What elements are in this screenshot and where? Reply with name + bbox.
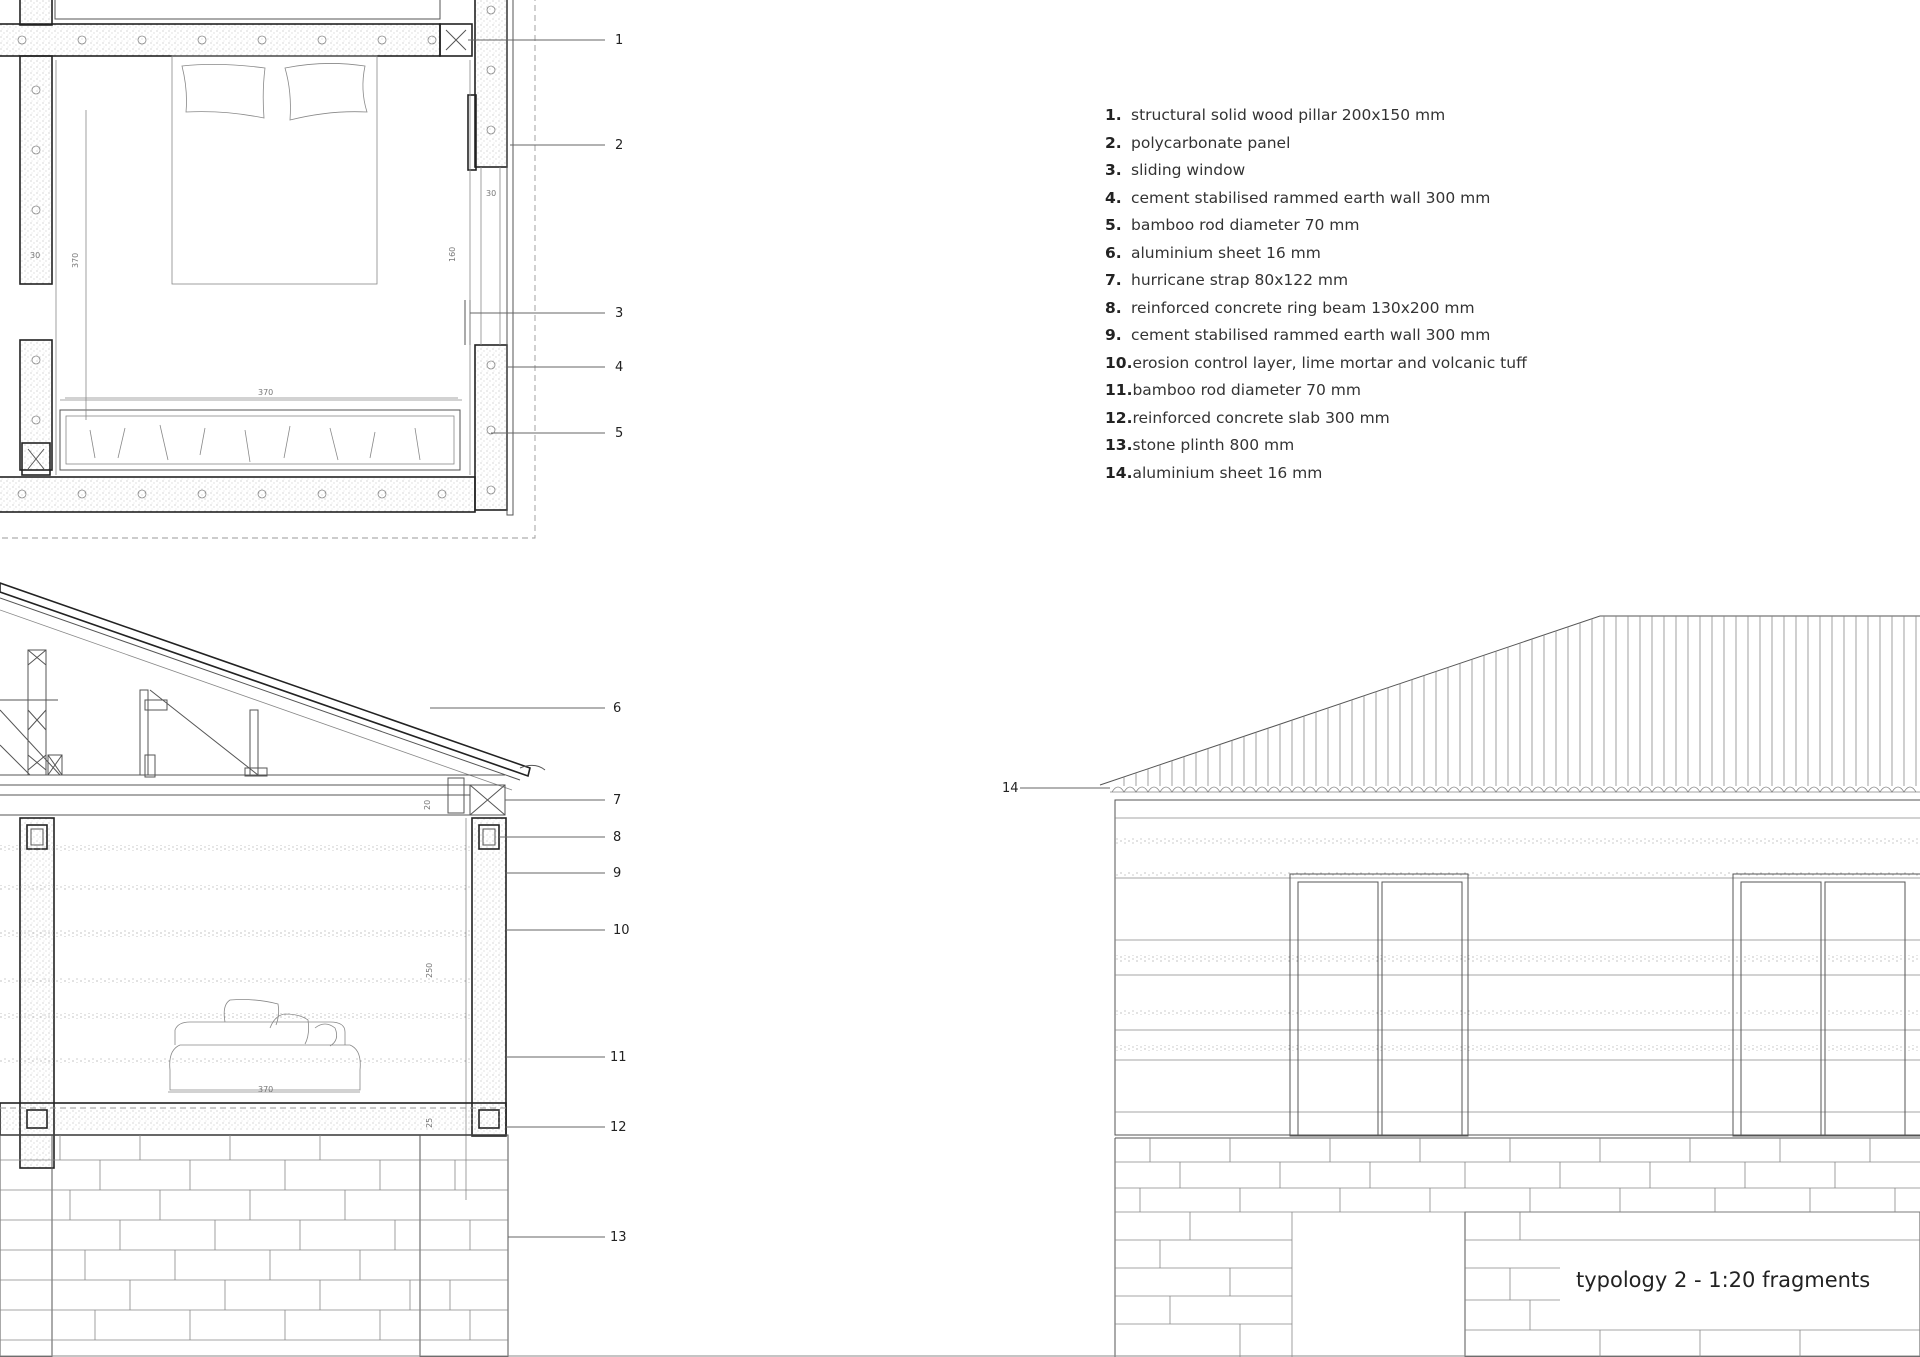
- legend-item: [1105, 464, 1625, 492]
- legend-text: aluminium sheet 16 mm: [1132, 463, 1323, 482]
- plan-top-wall: [0, 24, 440, 56]
- legend-text: bamboo rod diameter 70 mm: [1131, 216, 1360, 234]
- legend-text: bamboo rod diameter 70 mm: [1132, 381, 1361, 399]
- section-dim-beam: 20: [423, 799, 432, 810]
- legend-text: sliding window: [1131, 161, 1246, 179]
- legend-number: 9.: [1105, 326, 1122, 344]
- legend-item: [1105, 106, 1625, 134]
- plan-right-wall-lower: [475, 345, 507, 510]
- section-stone-courses: [0, 1135, 508, 1340]
- legend-item: [1105, 436, 1625, 464]
- legend-item: [1105, 299, 1625, 327]
- floor-plan: [0, 0, 535, 538]
- legend-item: [1105, 161, 1625, 189]
- legend-item: [1105, 134, 1625, 162]
- legend-item: [1105, 271, 1625, 299]
- callout-3: 3: [615, 306, 624, 321]
- legend-item: [1105, 381, 1625, 409]
- callout-12: 12: [610, 1120, 627, 1135]
- legend-item: [1105, 244, 1625, 272]
- legend-number: 12.: [1105, 408, 1133, 427]
- plan-top-wall-upper: [55, 0, 440, 19]
- legend-text: polycarbonate panel: [1131, 133, 1291, 152]
- legend-number: 10.: [1105, 353, 1133, 372]
- plan-dim-height: 370: [71, 252, 80, 268]
- legend-number: 3.: [1105, 161, 1122, 179]
- legend-text: structural solid wood pillar 200x150 mm: [1131, 106, 1446, 124]
- legend-number: 5.: [1105, 216, 1122, 234]
- plan-dim-width: 370: [258, 388, 274, 397]
- sheet-title: typology 2 - 1:20 fragments: [1576, 1268, 1871, 1292]
- legend-item: [1105, 189, 1625, 217]
- elevation-roof-ribs: [1124, 616, 1916, 786]
- section-roof: [0, 583, 530, 776]
- section-truss: [0, 650, 505, 785]
- callout-7: 7: [613, 793, 622, 808]
- legend-number: 4.: [1105, 188, 1122, 207]
- section-earth-wall-bands: [0, 845, 470, 1063]
- elevation-roof: [1100, 616, 1920, 785]
- cross-section: [0, 583, 545, 1357]
- plan-dim-side: 30: [486, 189, 497, 198]
- plan-bed: [172, 56, 377, 284]
- legend-item: [1105, 409, 1625, 437]
- plan-right-wall: [475, 0, 507, 167]
- plan-bamboo-rods: [18, 6, 495, 498]
- legend-number: 6.: [1105, 243, 1122, 262]
- plan-right-outer-strip: [507, 0, 513, 515]
- section-dim-width: 370: [258, 1085, 274, 1094]
- legend-number: 8.: [1105, 298, 1122, 317]
- legend-item: [1105, 326, 1625, 354]
- legend-number: 11.: [1105, 381, 1133, 399]
- legend-text: hurricane strap 80x122 mm: [1131, 271, 1349, 289]
- elevation-earth-bands: [1115, 838, 1920, 1051]
- section-dim-wall: 250: [425, 962, 434, 978]
- plan-dim-wall: 30: [30, 251, 41, 260]
- callout-10: 10: [613, 923, 630, 938]
- callout-13: 13: [610, 1230, 627, 1245]
- callout-1: 1: [615, 33, 624, 48]
- elevation: [1002, 616, 1920, 1357]
- plan-left-wall-lower: [20, 340, 52, 470]
- legend-item: [1105, 354, 1625, 382]
- plan-bottom-wall: [0, 477, 475, 512]
- callout-4: 4: [615, 360, 624, 375]
- legend-text: cement stabilised rammed earth wall 300 mm: [1131, 326, 1491, 344]
- section-stone-plinth: [0, 1135, 508, 1357]
- callout-9: 9: [613, 866, 622, 881]
- callout-5: 5: [615, 426, 624, 441]
- legend-text: cement stabilised rammed earth wall 300 mm: [1131, 188, 1491, 207]
- legend-text: reinforced concrete ring beam 130x200 mm: [1131, 298, 1475, 317]
- legend-text: stone plinth 800 mm: [1132, 436, 1295, 454]
- plan-left-wall-upper: [20, 56, 52, 284]
- legend-text: erosion control layer, lime mortar and volcanic tuff: [1132, 353, 1527, 372]
- legend-text: aluminium sheet 16 mm: [1131, 243, 1321, 262]
- elevation-door-right: [1733, 874, 1920, 1136]
- plan-dashed-outline: [0, 0, 535, 538]
- elevation-wall: [1115, 800, 1920, 1135]
- callout-14: 14: [1002, 781, 1019, 796]
- elevation-roof-corrugation: [1112, 787, 1916, 792]
- legend-item: [1105, 216, 1625, 244]
- plan-pillow-left: [182, 64, 265, 118]
- elevation-door-left: [1290, 874, 1468, 1136]
- plan-pillow-right: [285, 63, 367, 120]
- callout-11: 11: [610, 1050, 627, 1065]
- section-right-column: [472, 818, 506, 1136]
- legend-number: 7.: [1105, 271, 1122, 289]
- legend-number: 14.: [1105, 463, 1133, 482]
- section-callouts: [430, 701, 630, 1245]
- legend-text: reinforced concrete slab 300 mm: [1132, 408, 1390, 427]
- legend-number: 1.: [1105, 106, 1122, 124]
- callout-8: 8: [613, 830, 622, 845]
- plan-dim-window: 160: [448, 246, 457, 262]
- legend-number: 2.: [1105, 133, 1122, 152]
- callout-6: 6: [613, 701, 622, 716]
- legend-number: 13.: [1105, 436, 1133, 454]
- materials-legend: [1105, 106, 1625, 491]
- plan-top-left-post: [20, 0, 52, 25]
- callout-2: 2: [615, 138, 624, 153]
- section-dim-slab: 25: [425, 1117, 434, 1128]
- plan-bench: [60, 410, 460, 470]
